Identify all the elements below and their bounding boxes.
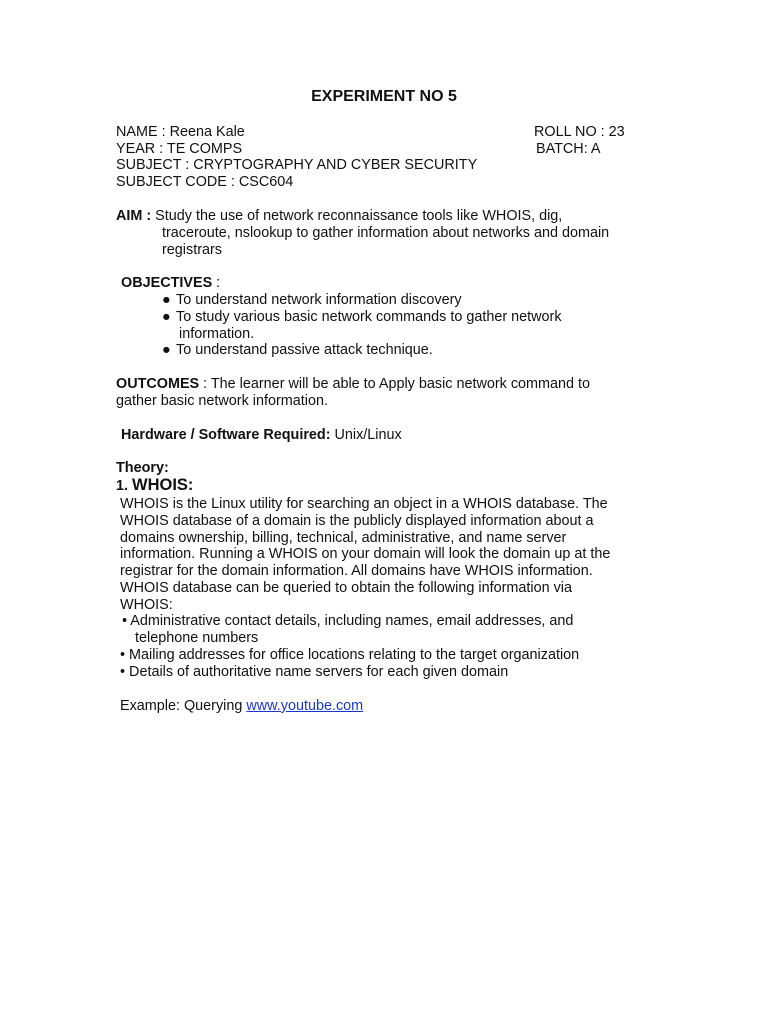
section-number: 1. <box>116 478 129 494</box>
objective-item <box>162 292 462 309</box>
whois-info-text-cont: telephone numbers <box>135 630 259 646</box>
theory-paragraph-line: domains ownership, billing, technical, administrative, and name server <box>120 530 567 546</box>
outcomes-line-1 <box>116 376 590 393</box>
section-title: WHOIS: <box>132 476 194 494</box>
student-name: NAME : Reena Kale <box>116 124 245 140</box>
objectives-colon: : <box>212 275 221 291</box>
bullet-icon: • <box>122 613 128 629</box>
theory-paragraph-line: WHOIS database can be queried to obtain the following information via <box>120 580 572 596</box>
subject: SUBJECT : CRYPTOGRAPHY AND CYBER SECURITY <box>116 157 478 173</box>
theory-paragraph-line: information. Running a WHOIS on your domain will look the domain up at the <box>120 546 611 562</box>
roll-number: ROLL NO : 23 <box>534 124 625 140</box>
youtube-link[interactable]: www.youtube.com <box>246 698 364 714</box>
hardware-label: Hardware / Software Required: <box>121 427 331 443</box>
theory-heading: Theory: <box>116 460 169 476</box>
objective-text: To study various basic network commands to gather network <box>176 309 562 325</box>
bullet-icon: ● <box>162 309 171 325</box>
objective-text: To understand network information discovery <box>176 292 462 308</box>
objectives-label: OBJECTIVES <box>121 275 213 291</box>
aim-text-3: registrars <box>162 242 222 258</box>
example-line <box>120 698 363 715</box>
subject-code: SUBJECT CODE : CSC604 <box>116 174 294 190</box>
theory-paragraph-line: WHOIS is the Linux utility for searching an object in a WHOIS database. The <box>120 496 608 512</box>
hardware-line <box>121 427 402 444</box>
objectives-heading <box>121 275 220 292</box>
aim-text-2: traceroute, nslookup to gather information about networks and domain <box>162 225 610 241</box>
bullet-icon: • <box>120 647 126 663</box>
whois-info-text: Mailing addresses for office locations relating to the target organization <box>129 647 580 663</box>
theory-paragraph-line: registrar for the domain information. All domains have WHOIS information. <box>120 563 593 579</box>
whois-info-item <box>122 613 573 630</box>
outcomes-text-1: : The learner will be able to Apply basic network command to <box>199 376 591 392</box>
whois-heading <box>116 477 193 495</box>
page-title: EXPERIMENT NO 5 <box>311 88 457 105</box>
aim-text-1: Study the use of network reconnaissance tools like WHOIS, dig, <box>155 208 563 224</box>
objective-text: To understand passive attack technique. <box>176 342 433 358</box>
aim-line-1 <box>116 208 562 225</box>
whois-info-item <box>120 664 508 681</box>
hardware-value: Unix/Linux <box>330 427 402 443</box>
outcomes-text-2: gather basic network information. <box>116 393 328 409</box>
whois-info-item <box>120 647 579 664</box>
theory-paragraph-line: WHOIS: <box>120 597 173 613</box>
objective-text-cont: information. <box>179 326 255 342</box>
whois-info-text: Administrative contact details, including names, email addresses, and <box>130 613 574 629</box>
example-label: Example: Querying <box>120 698 247 714</box>
objective-item <box>162 342 433 359</box>
objective-item <box>162 309 562 326</box>
bullet-icon: • <box>120 664 126 680</box>
aim-label: AIM : <box>116 208 152 224</box>
theory-paragraph-line: WHOIS database of a domain is the publicly displayed information about a <box>120 513 594 529</box>
bullet-icon: ● <box>162 292 171 308</box>
bullet-icon: ● <box>162 342 171 358</box>
batch: BATCH: A <box>536 141 601 157</box>
year: YEAR : TE COMPS <box>116 141 243 157</box>
whois-info-text: Details of authoritative name servers for each given domain <box>129 664 509 680</box>
outcomes-label: OUTCOMES <box>116 376 200 392</box>
